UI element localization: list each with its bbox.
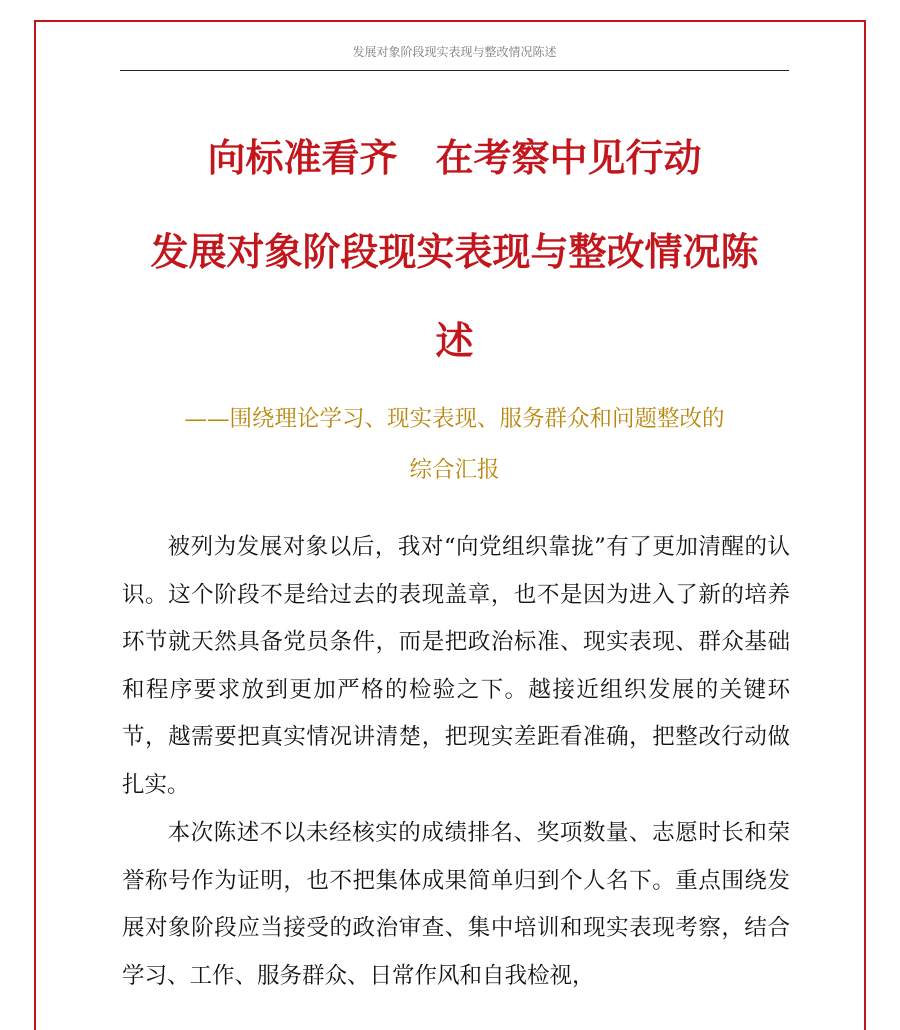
header-rule — [120, 70, 789, 71]
title-line-1: 向标准看齐 在考察中见行动 — [207, 136, 702, 180]
body-paragraph-2 — [122, 810, 790, 1000]
paragraph-text: 本次陈述不以未经核实的成绩排名、奖项数量、志愿时长和荣誉称号作为证明，也不把集体成果简单归到个人名下。重点围绕发展对象阶段应当接受的政治审查、集中培训和现实表现考察，结合学习、工作、服务群众、日常作风和自我检视， — [122, 820, 790, 989]
body-paragraph-1 — [122, 524, 790, 810]
paragraph-text: 被列为发展对象以后，我对“向党组织靠拢”有了更加清醒的认识。这个阶段不是给过去的表现盖章，也不是因为进入了新的培养环节就天然具备党员条件，而是把政治标准、现实表现、群众基础和程序要求放到更加严格的检验之下。越接近组织发展的关键环节，越需要把真实情况讲清楚，把现实差距看准确，把整改行动做扎实。 — [122, 534, 790, 798]
subtitle-line-1: ——围绕理论学习、现实表现、服务群众和问题整改的 — [184, 406, 725, 432]
subtitle-line-2: 综合汇报 — [409, 457, 500, 483]
title-line-3: 述 — [435, 319, 474, 363]
title-line-2: 发展对象阶段现实表现与整改情况陈 — [150, 230, 759, 274]
running-header: 发展对象阶段现实表现与整改情况陈述 — [352, 45, 557, 59]
